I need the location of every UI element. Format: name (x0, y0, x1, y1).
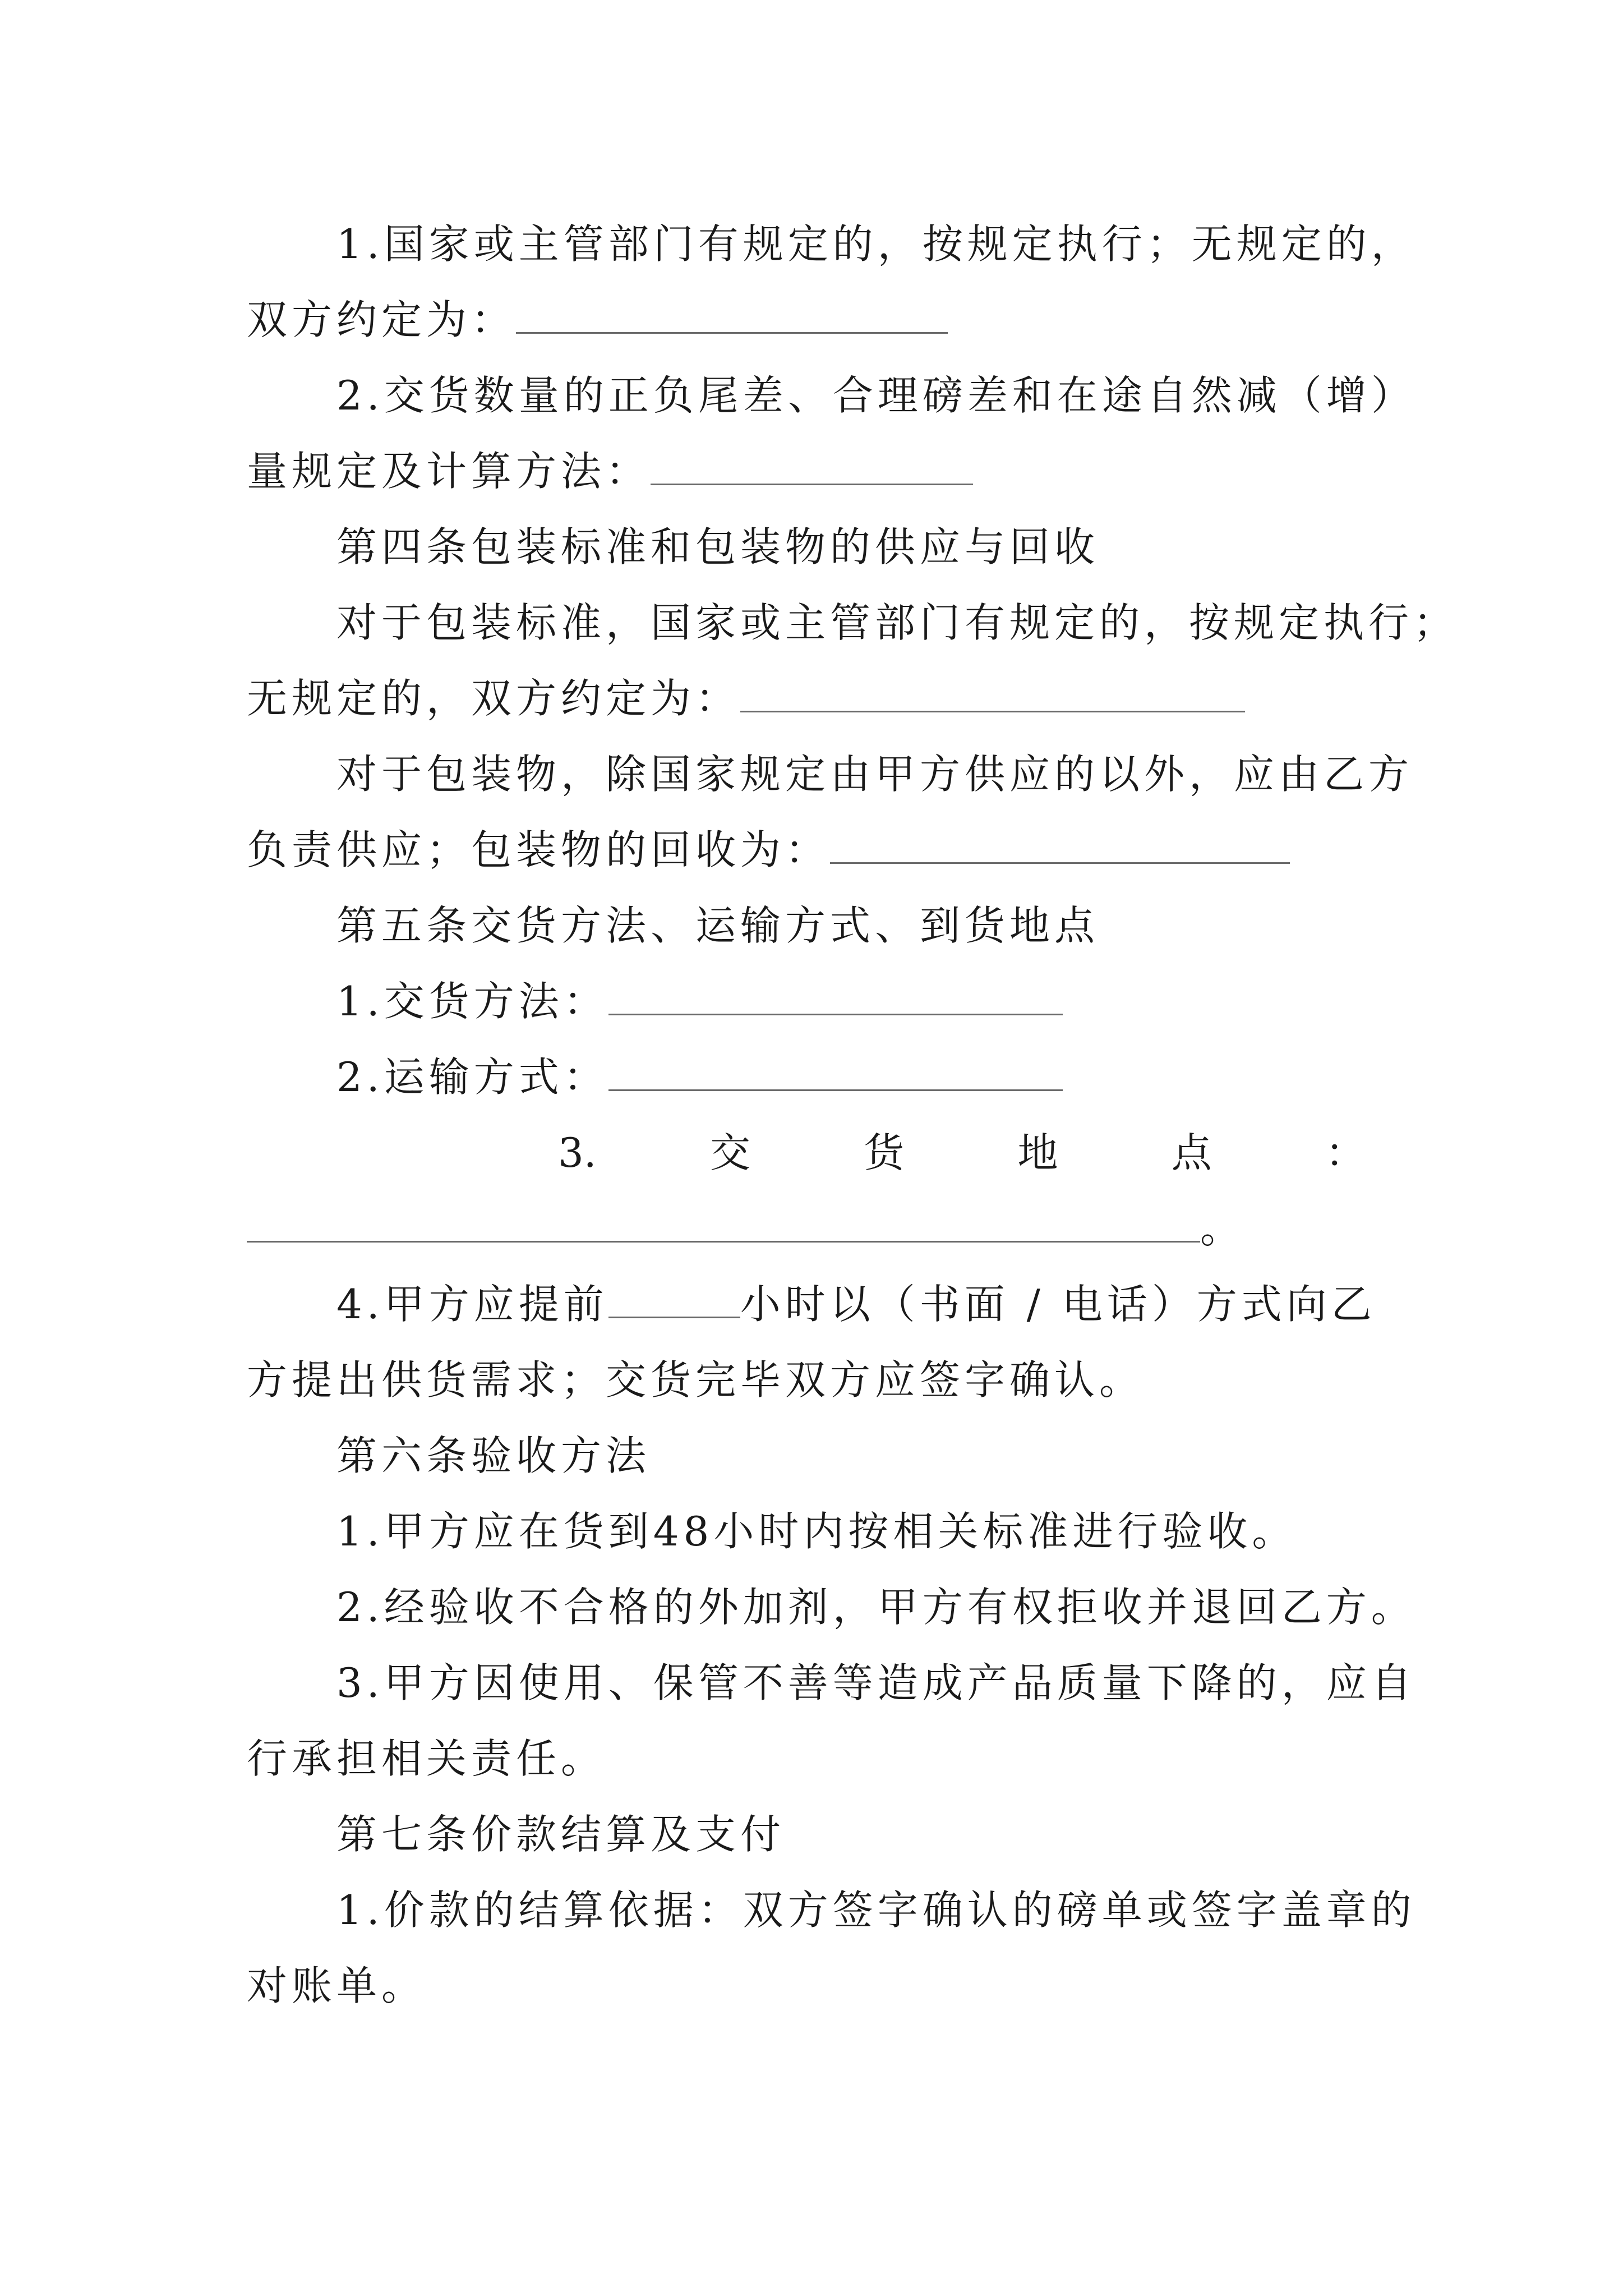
paragraph-line: 2.经验收不合格的外加剂，甲方有权拒收并退回乙方。 (336, 1584, 1416, 1631)
paragraph-line: 量规定及计算方法： (0, 443, 1623, 499)
paragraph-line: 1.甲方应在货到48小时内按相关标准进行验收。 (336, 1508, 1297, 1555)
paragraph-line: 。 (0, 1200, 1623, 1257)
paragraph-line: 1.交货方法： (0, 973, 1623, 1029)
paragraph-line: 行承担相关责任。 (247, 1735, 606, 1782)
paragraph-line: 对账单。 (247, 1962, 427, 2009)
paragraph-line: 负责供应；包装物的回收为： (0, 822, 1623, 878)
paragraph-line: 双方约定为： (0, 292, 1623, 348)
fill-in-blank[interactable] (247, 1202, 1200, 1243)
fill-in-blank[interactable] (608, 1050, 1063, 1091)
fill-in-blank[interactable] (608, 1277, 740, 1318)
fill-in-blank[interactable] (740, 671, 1245, 712)
justified-line: 3. 交 货 地 点 ： (558, 1129, 1366, 1176)
paragraph-line: 对于包装物，除国家规定由甲方供应的以外，应由乙方 (336, 751, 1414, 798)
paragraph-line: 对于包装标准，国家或主管部门有规定的，按规定执行； (336, 599, 1459, 646)
article-heading: 第五条交货方法、运输方式、到货地点 (336, 902, 1100, 949)
article-heading: 第六条验收方法 (336, 1432, 651, 1479)
paragraph-line: 4.甲方应提前 小时以（书面 / 电话）方式向乙 (0, 1276, 1623, 1332)
article-heading: 第四条包装标准和包装物的供应与回收 (336, 523, 1100, 570)
paragraph-line: 1.价款的结算依据：双方签字确认的磅单或签字盖章的 (336, 1887, 1416, 1934)
paragraph-line: 2.交货数量的正负尾差、合理磅差和在途自然减（增） (336, 372, 1416, 419)
article-heading: 第七条价款结算及支付 (336, 1811, 786, 1858)
paragraph-line: 无规定的，双方约定为： (0, 670, 1623, 726)
fill-in-blank[interactable] (608, 974, 1063, 1015)
paragraph-line: 1.国家或主管部门有规定的，按规定执行；无规定的， (336, 220, 1416, 268)
paragraph-line: 2.运输方式： (0, 1049, 1623, 1105)
fill-in-blank[interactable] (651, 444, 973, 485)
fill-in-blank[interactable] (830, 823, 1290, 864)
paragraph-line: 方提出供货需求；交货完毕双方应签字确认。 (247, 1356, 1145, 1404)
paragraph-line: 3.甲方因使用、保管不善等造成产品质量下降的，应自 (336, 1659, 1416, 1706)
fill-in-blank[interactable] (516, 293, 948, 334)
